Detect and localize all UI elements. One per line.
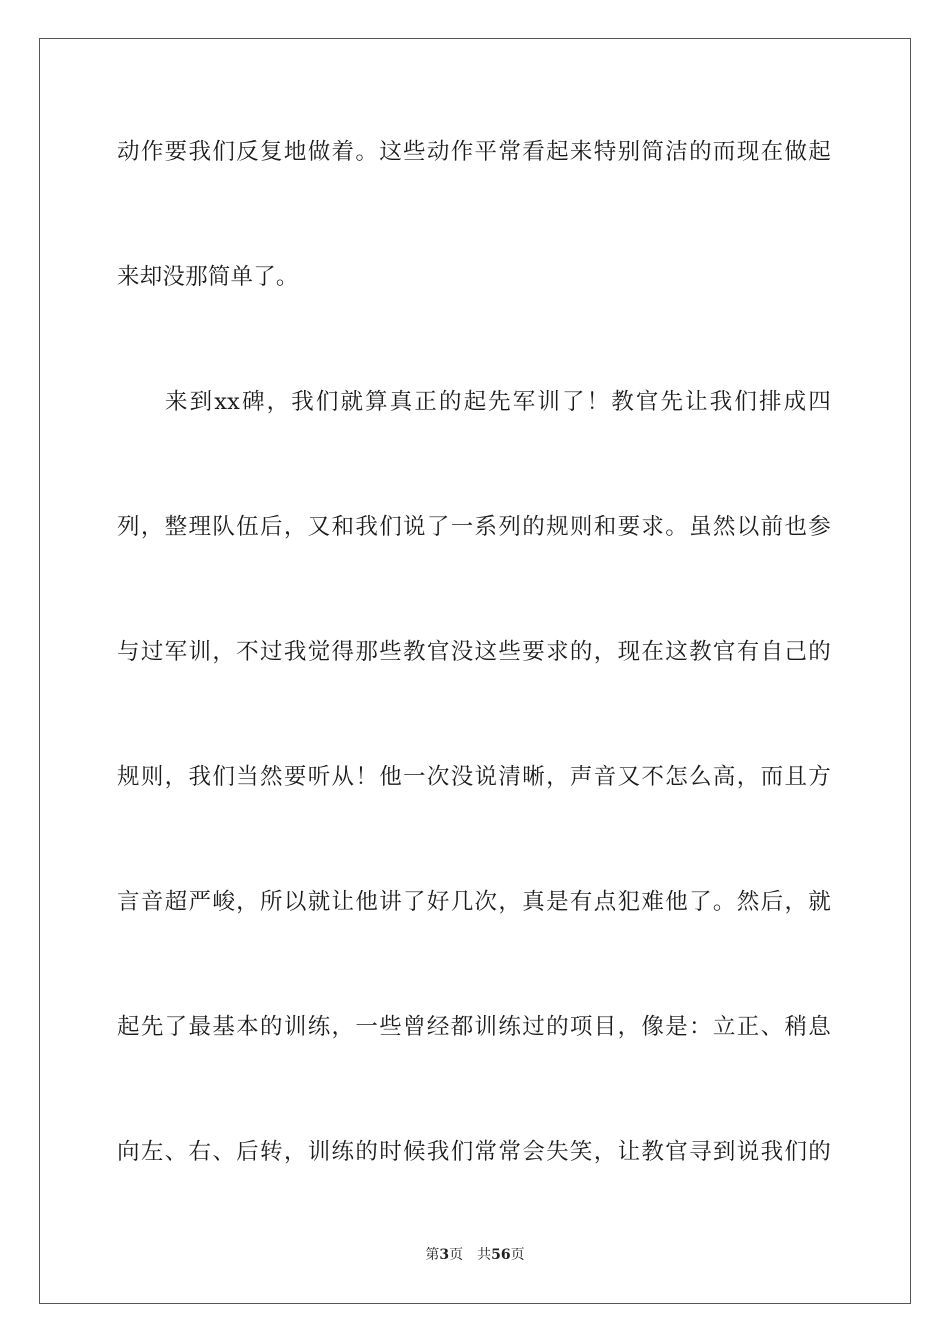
page-border <box>39 38 911 1304</box>
page-number: 3 <box>439 1247 450 1263</box>
total-suffix: 页 <box>510 1247 525 1263</box>
text-line: 与过军训，不过我觉得那些教官没这些要求的，现在这教官有自己的 <box>117 639 831 665</box>
paragraph-first-line: 来到xx碑，我们就算真正的起先军训了！教官先让我们排成四 <box>165 389 831 415</box>
text-line: 向左、右、后转，训练的时候我们常常会失笑，让教官寻到说我们的 <box>117 1139 831 1165</box>
text-line: 规则，我们当然要听从！他一次没说清晰，声音又不怎么高，而且方 <box>117 764 831 790</box>
page-suffix: 页 <box>449 1247 464 1263</box>
page-prefix: 第 <box>425 1247 440 1263</box>
total-pages: 56 <box>491 1247 511 1263</box>
text-line: 列，整理队伍后，又和我们说了一系列的规则和要求。虽然以前也参 <box>117 514 831 540</box>
page-footer <box>0 1246 950 1264</box>
total-prefix: 共 <box>477 1247 492 1263</box>
text-line: 言音超严峻，所以就让他讲了好几次，真是有点犯难他了。然后，就 <box>117 889 831 915</box>
text-line: 动作要我们反复地做着。这些动作平常看起来特别简洁的而现在做起 <box>117 139 831 165</box>
text-line: 起先了最基本的训练，一些曾经都训练过的项目，像是：立正、稍息 <box>117 1014 831 1040</box>
text-line: 来却没那简单了。 <box>117 264 299 290</box>
